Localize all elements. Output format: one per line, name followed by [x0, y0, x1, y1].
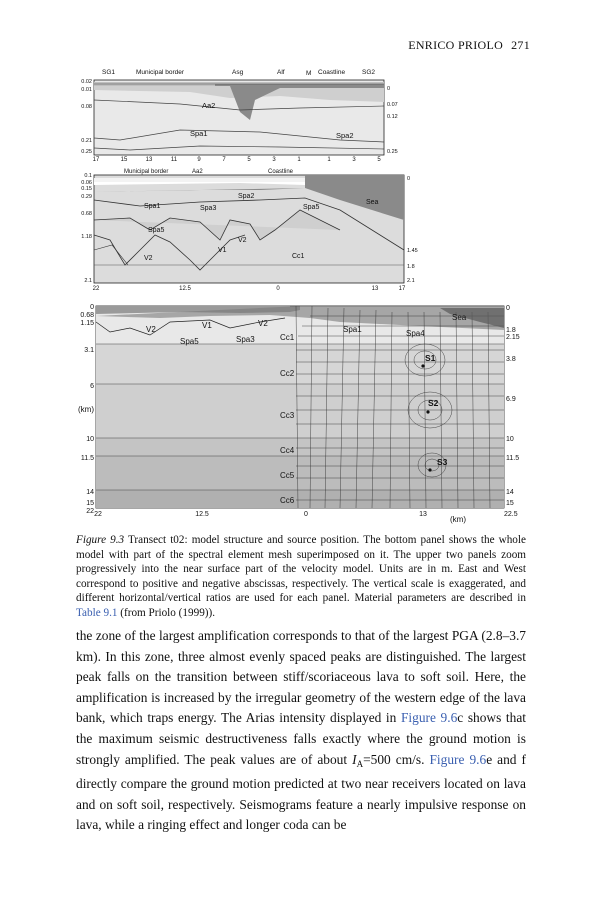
- p2-left-tick: 0.15: [81, 186, 92, 192]
- p1-top-asg: Asg: [232, 69, 244, 76]
- p3-right-tick: 14: [506, 489, 514, 496]
- p1-left-tick: 0.01: [81, 87, 92, 93]
- p1-region-aa2: Aa2: [202, 101, 216, 110]
- p3-region-cc1: Cc1: [280, 333, 295, 342]
- p2-top-aa2: Aa2: [192, 169, 203, 175]
- p2-bottom-tick: 17: [398, 286, 406, 292]
- p2-region-sea: Sea: [366, 199, 379, 206]
- p2-bottom-tick: 0: [276, 286, 280, 292]
- source-s2-label: S2: [428, 398, 439, 408]
- p1-bottom-tick: 3: [272, 157, 276, 163]
- p1-bottom-tick: 11: [170, 157, 178, 163]
- p3-left-tick: 0.68: [80, 312, 94, 319]
- p3-right-tick: 10: [506, 436, 514, 443]
- p3-left-tick: 0: [90, 304, 94, 311]
- p3-left-tick: 3.1: [84, 347, 94, 354]
- p3-right-tick: 15: [506, 500, 514, 507]
- p3-right-tick: 2.15: [506, 334, 520, 341]
- p2-left-tick: 0.68: [81, 211, 92, 217]
- p2-left-tick: 0.29: [81, 194, 92, 200]
- p3-x-unit: (km): [450, 515, 466, 524]
- p3-region-v1: V1: [202, 321, 212, 330]
- p3-left-tick: 14: [86, 489, 94, 496]
- panel-3: [78, 304, 520, 524]
- p3-region-cc2: Cc2: [280, 369, 295, 378]
- p1-top-municipal: Municipal border: [136, 69, 185, 76]
- p3-y-unit: (km): [78, 405, 94, 414]
- panel-2: [81, 169, 417, 292]
- p3-region-cc6: Cc6: [280, 496, 295, 505]
- p3-right-tick: 1.8: [506, 327, 516, 334]
- p2-top-municipal: Municipal border: [124, 169, 169, 175]
- p3-region-spa4: Spa4: [406, 329, 425, 338]
- p2-bottom-tick: 13: [371, 286, 379, 292]
- p3-region-v2: V2: [146, 325, 156, 334]
- p1-bottom-tick: 7: [222, 157, 226, 163]
- p3-right-tick: 11.5: [506, 455, 520, 462]
- arias-subscript: A: [356, 758, 364, 769]
- figure-9-3: [40, 60, 560, 530]
- p2-right-tick: 0: [407, 176, 411, 182]
- p3-region-cc5: Cc5: [280, 471, 295, 480]
- p3-left-tick: 11.5: [80, 455, 94, 462]
- p1-region-spa2: Spa2: [336, 131, 354, 140]
- p1-left-tick: 0.08: [81, 104, 92, 110]
- p1-top-alf: Alf: [277, 69, 285, 76]
- source-s1-marker: [421, 364, 424, 367]
- p2-region-spa2: Spa2: [238, 193, 255, 200]
- source-s3-marker: [428, 468, 431, 471]
- p2-bottom-tick: 22: [92, 286, 100, 292]
- p1-top-coastline: Coastline: [318, 69, 346, 76]
- p2-bottom-tick: 12.5: [179, 286, 191, 292]
- p1-bottom-tick: 5: [247, 157, 251, 163]
- p2-right-tick: 1.8: [407, 264, 415, 270]
- p1-left-tick: 0.21: [81, 138, 92, 144]
- caption-table-link[interactable]: Table 9.1: [76, 606, 118, 619]
- p2-left-tick: 1.18: [81, 234, 92, 240]
- p1-top-m: M: [306, 70, 312, 77]
- body-paragraph: [76, 626, 526, 836]
- p3-region-spa3: Spa3: [236, 335, 255, 344]
- p2-right-tick: 2.1: [407, 278, 415, 284]
- p2-top-coastline: Coastline: [268, 169, 294, 175]
- body-text-part: c shows that the maximum seismic destructiveness falls exactly where the ground motion is strongly amplified. The peak values are of about: [76, 710, 527, 767]
- p1-bottom-tick: 1: [327, 157, 331, 163]
- figure-link[interactable]: Figure 9.6: [429, 751, 487, 767]
- p1-region-spa1: Spa1: [190, 129, 208, 138]
- p2-region-spa5: Spa5: [303, 204, 320, 211]
- page-number: 271: [511, 38, 530, 52]
- p2-region-v2-b: V2: [144, 255, 153, 262]
- p1-right-tick: 0: [387, 86, 391, 92]
- source-s1-label: S1: [425, 353, 436, 363]
- p2-region-spa5-b: Spa5: [148, 227, 165, 234]
- body-text-part: e and f directly compare the ground motion predicted at two near receivers located on lava and on soft soil, respectively. Seismograms feature a nearly impulsive response on lava, while a ringing effect and longer coda can be: [76, 751, 526, 833]
- p3-bottom-tick: 0: [304, 511, 308, 518]
- p3-right-tick: 3.8: [506, 356, 516, 363]
- p3-left-tick: 22: [86, 508, 94, 515]
- p3-region-v2-b: V2: [258, 319, 268, 328]
- p3-region-cc4: Cc4: [280, 446, 295, 455]
- p2-region-v1: V1: [218, 247, 227, 254]
- p3-bottom-tick: 12.5: [195, 511, 209, 518]
- p1-bottom-tick: 3: [352, 157, 356, 163]
- p1-right-tick: 0.07: [387, 102, 398, 108]
- p1-right-tick: 0.12: [387, 114, 398, 120]
- p3-left-tick: 10: [86, 436, 94, 443]
- source-s2-marker: [426, 410, 429, 413]
- p3-region-cc3: Cc3: [280, 411, 295, 420]
- p3-left-tick: 6: [90, 383, 94, 390]
- running-title: ENRICO PRIOLO: [408, 38, 504, 52]
- p1-left-tick: 0.25: [81, 149, 92, 155]
- p3-left-tick: 1.15: [80, 320, 94, 327]
- p1-top-sg1: SG1: [102, 69, 116, 76]
- p2-left-tick: 0.06: [81, 180, 92, 186]
- p1-bottom-tick: 1: [297, 157, 301, 163]
- p1-left-tick: 0.02: [81, 79, 92, 85]
- p3-region-spa5: Spa5: [180, 337, 199, 346]
- p1-bottom-tick: 13: [145, 157, 153, 163]
- p1-bottom-tick: 15: [120, 157, 128, 163]
- p3-bottom-tick: 22: [94, 511, 102, 518]
- p3-right-tick: 22.5: [504, 511, 518, 518]
- caption-text: Transect t02: model structure and source position. The bottom panel shows the whole model with part of the spectral element mesh superimposed on it. The upper two panels zoom progressively into the near surface part of the velocity model. Units are in m. East and West correspond to positive and negative abscissas, respectively. The vertical scale is exaggerated, and different horizontal/vertical ratios are used for each panel. Material parameters are described in: [76, 534, 526, 605]
- p2-region-v2: V2: [238, 237, 247, 244]
- p3-left-tick: 15: [86, 500, 94, 507]
- p2-region-cc1: Cc1: [292, 253, 305, 260]
- figure-svg: [40, 60, 560, 530]
- source-s3-label: S3: [437, 457, 448, 467]
- figure-link[interactable]: Figure 9.6: [400, 710, 458, 726]
- figure-caption: [76, 533, 526, 621]
- p1-bottom-tick: 17: [92, 157, 100, 163]
- body-text-part: =500 cm/s.: [363, 751, 430, 767]
- p3-region-sea: Sea: [452, 313, 467, 322]
- panel-1: [81, 69, 397, 163]
- arias-symbol: I: [352, 751, 357, 767]
- p3-right-tick: 0: [506, 305, 510, 312]
- p1-bottom-tick: 9: [197, 157, 201, 163]
- p1-right-tick: 0.25: [387, 149, 398, 155]
- caption-text-end: (from Priolo (1999)).: [117, 606, 216, 619]
- p3-right-tick: 6.9: [506, 396, 516, 403]
- body-text-part: the zone of the largest amplification corresponds to that of the largest PGA (2.8–3.7 km). In this zone, three almost evenly spaced peaks are distinguished. The largest peak falls on the transition between stiff/scoriaceous lava to soft soil. Here, the amplification is increased by the irregular geometry of the western edge of the lava bank, which traps energy. The Arias intensity displayed in: [76, 628, 526, 726]
- p2-region-spa1: Spa1: [144, 203, 161, 210]
- p3-bottom-tick: 13: [419, 511, 427, 518]
- p2-left-tick: 0.1: [84, 173, 92, 179]
- p3-region-spa1: Spa1: [343, 325, 362, 334]
- p1-bottom-tick: 5: [377, 157, 381, 163]
- p2-right-tick: 1.45: [407, 248, 418, 254]
- p2-left-tick: 2.1: [84, 278, 92, 284]
- running-head: [408, 38, 530, 53]
- caption-figure-label: Figure 9.3: [76, 534, 125, 546]
- p1-top-sg2: SG2: [362, 69, 376, 76]
- p2-region-spa3: Spa3: [200, 205, 217, 212]
